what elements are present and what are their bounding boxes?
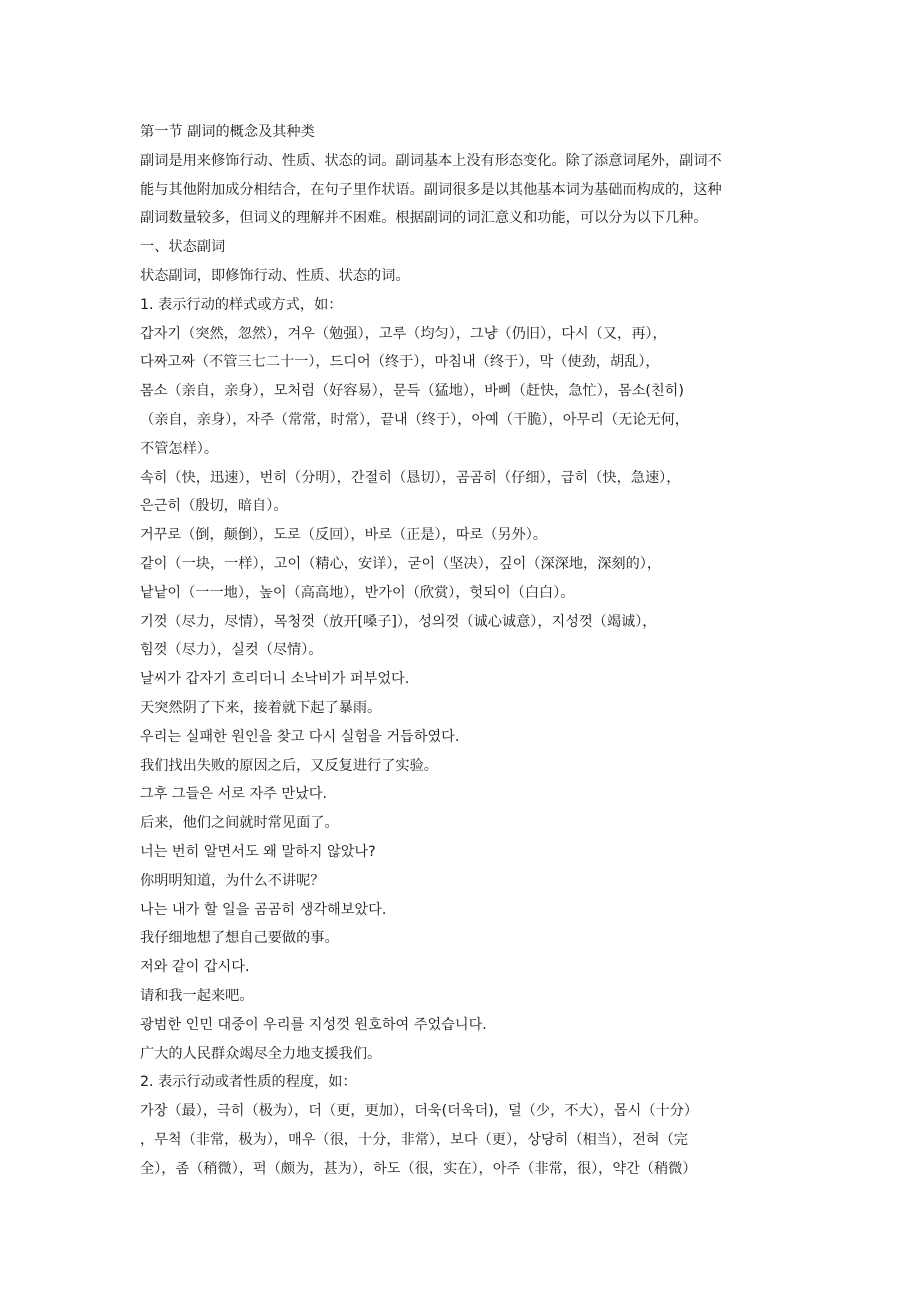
- text-line: 나는 내가 할 일을 곰곰히 생각해보았다.: [140, 901, 387, 918]
- text-line: 全），좀（稍微），퍽（颇为，甚为），하도（很，实在），아주（非常，很），약간（稍微）: [140, 1160, 697, 1177]
- text-line: 가장（最），극히（极为），더（更，更加），더욱(더욱더)，덜（少，不大），몹시（十分）: [140, 1103, 699, 1120]
- text-line: 2. 表示行动或者性质的程度，如：: [140, 1074, 357, 1091]
- text-line: 副词数量较多，但词义的理解并不困难。根据副词的词汇意义和功能，可以分为以下几种。: [140, 210, 708, 227]
- text-line: 广大的人民群众竭尽全力地支援我们。: [140, 1045, 382, 1062]
- section-title: 第一节 副词的概念及其种类: [140, 124, 315, 140]
- text-line: 힘껏（尽力），실컷（尽情）。: [140, 642, 323, 659]
- text-line: 광범한 인민 대중이 우리를 지성껏 원호하여 주었습니다.: [140, 1016, 487, 1033]
- document-body: [140, 118, 805, 1183]
- text-line: 그후 그들은 서로 자주 만났다.: [140, 786, 328, 803]
- text-line: 몸소（亲自，亲身），모처럼（好容易），문득（猛地），바삐（赶快，急忙），몸소(친히): [140, 383, 684, 400]
- text-line: 状态副词，即修饰行动、性质、状态的词。: [140, 267, 410, 284]
- text-line: 갑자기（突然，忽然），겨우（勉强），고루（均匀），그냥（仍旧），다시（又，再），: [140, 325, 667, 342]
- text-line: （亲自，亲身），자주（常常，时常），끝내（终于），아예（干脆），아무리（无论无何，: [140, 411, 689, 428]
- text-line: 저와 같이 갑시다.: [140, 959, 250, 976]
- text-line: 能与其他附加成分相结合，在句子里作状语。副词很多是以其他基本词为基础而构成的，这种: [140, 181, 722, 198]
- text-line: 기껏（尽力，尽情），목청껏（放开[嗓子]），성의껏（诚心诚意），지성껏（竭诚），: [140, 613, 657, 630]
- text-line: 낱낱이（一一地），높이（高高地），반가이（欣赏），헛되이（白白）。: [140, 584, 575, 601]
- text-line: 속히（快，迅速），번히（分明），간절히（恳切），곰곰히（仔细），급히（快，急速），: [140, 469, 681, 486]
- text-line: 副词是用来修饰行动、性质、状态的词。副词基本上没有形态变化。除了添意词尾外，副词不: [140, 152, 722, 169]
- text-line: ，무척（非常，极为），매우（很，十分，非常），보다（更），상당히（相当），전혀（完: [140, 1131, 688, 1148]
- text-line: 1. 表示行动的样式或方式，如：: [140, 296, 343, 313]
- text-line: 我们找出失败的原因之后，又反复进行了实验。: [140, 757, 438, 774]
- text-line: 같이（一块，一样），고이（精心，安详），굳이（坚决），깊이（深深地，深刻的），: [140, 555, 662, 572]
- text-line: 请和我一起来吧。: [140, 987, 254, 1004]
- text-line: 天突然阴了下来，接着就下起了暴雨。: [140, 699, 382, 716]
- text-line: 은근히（殷切，暗自）。: [140, 498, 288, 515]
- text-line: 后来，他们之间就时常见面了。: [140, 815, 339, 832]
- text-line: 一、状态副词: [140, 239, 226, 256]
- text-line: 我仔细地想了想自己要做的事。: [140, 930, 339, 947]
- text-line: 거꾸로（倒，颠倒），도로（反回），바로（正是），따로（另外）。: [140, 527, 548, 544]
- text-line: 다짜고짜（不管三七二十一），드디어（终于），마침내（终于），막（使劲，胡乱），: [140, 354, 660, 371]
- text-line: 你明明知道，为什么不讲呢？: [140, 872, 325, 889]
- text-line: 날씨가 갑자기 흐리더니 소낙비가 퍼부었다.: [140, 671, 410, 688]
- text-line: 우리는 실패한 원인을 찾고 다시 실험을 거듭하였다.: [140, 728, 460, 745]
- text-line: 너는 번히 알면서도 왜 말하지 않았나?: [140, 843, 376, 860]
- text-line: 不管怎样）。: [140, 440, 219, 457]
